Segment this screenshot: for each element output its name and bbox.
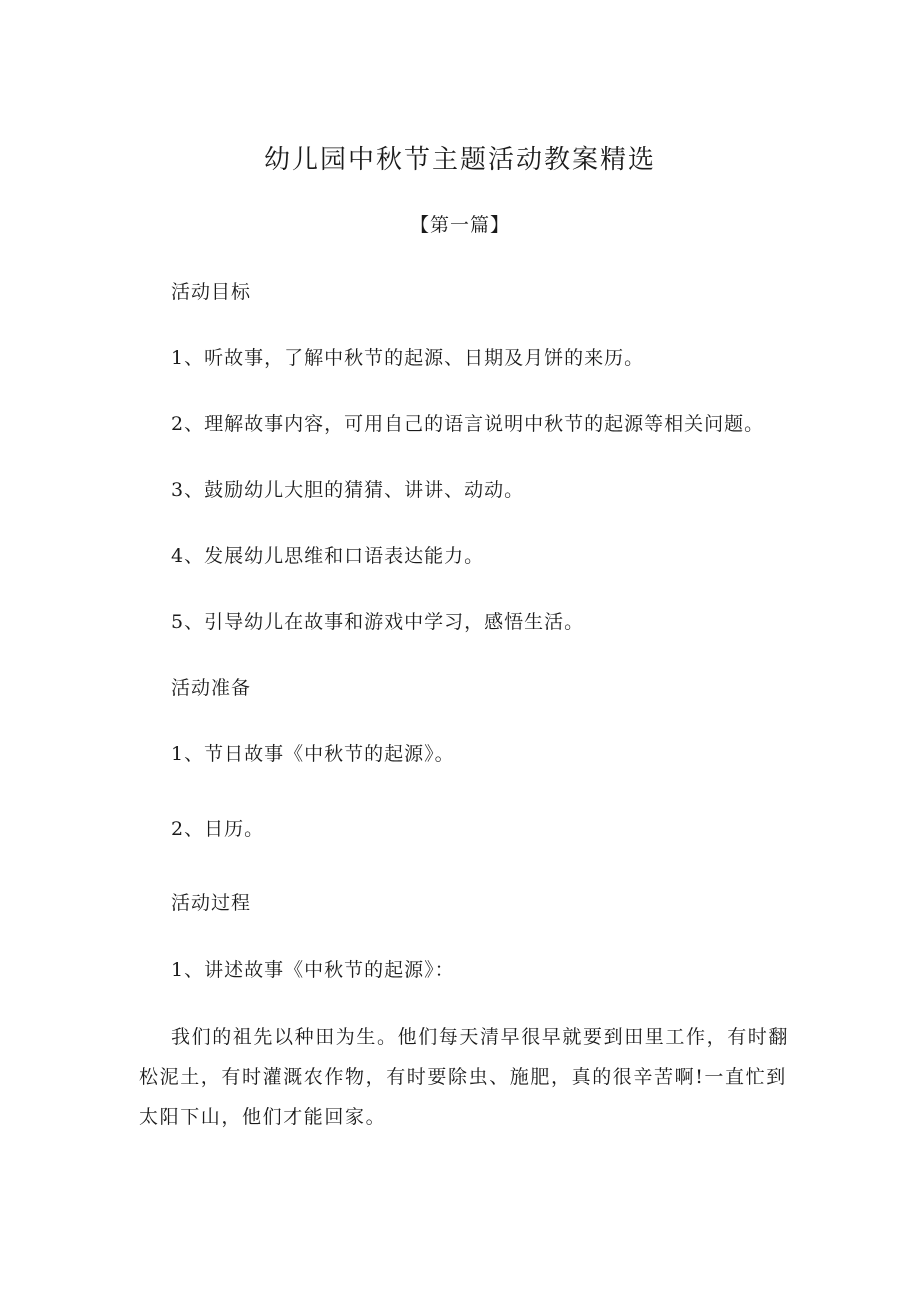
document-title: 幼儿园中秋节主题活动教案精选 <box>263 145 656 175</box>
story-paragraph: 我们的祖先以种田为生。他们每天清早很早就要到田里工作，有时翻松泥土，有时灌溉农作物，有时要除虫、施肥，真的很辛苦啊!一直忙到太阳下山，他们才能回家。 <box>139 1026 790 1128</box>
process-step-1: 1、讲述故事《中秋节的起源》： <box>171 959 455 981</box>
goal-item-4: 4、发展幼儿思维和口语表达能力。 <box>171 545 485 567</box>
prep-item-2: 2、日历。 <box>171 818 265 840</box>
goals-heading: 活动目标 <box>171 281 252 303</box>
goal-item-3: 3、鼓励幼儿大胆的猜猜、讲讲、动动。 <box>171 479 525 501</box>
prep-heading: 活动准备 <box>171 677 252 699</box>
prep-item-1: 1、节日故事《中秋节的起源》。 <box>171 743 455 765</box>
part-label: 【第一篇】 <box>409 214 510 236</box>
process-heading: 活动过程 <box>171 892 252 914</box>
goal-item-1: 1、听故事，了解中秋节的起源、日期及月饼的来历。 <box>171 347 645 369</box>
goal-item-2: 2、理解故事内容，可用自己的语言说明中秋节的起源等相关问题。 <box>171 413 765 435</box>
goal-item-5: 5、引导幼儿在故事和游戏中学习，感悟生活。 <box>171 611 585 633</box>
